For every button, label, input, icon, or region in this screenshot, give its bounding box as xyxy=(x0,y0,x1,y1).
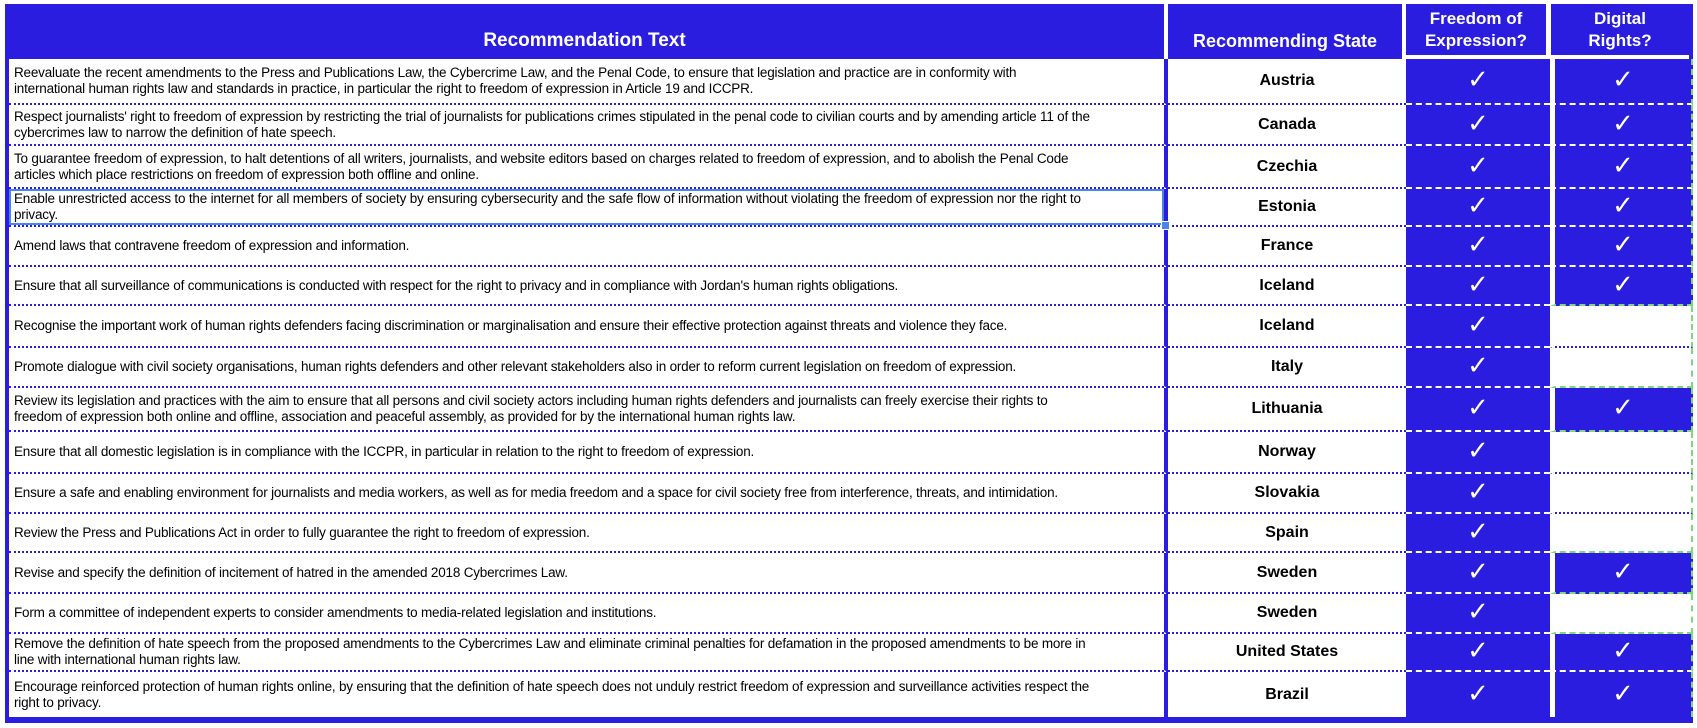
check-icon: ✓ xyxy=(1612,149,1634,180)
recommendation-text-cell[interactable]: Ensure that all surveillance of communications is conducted with respect for the right to privacy and in compliance with Jordan's human rights obligations. xyxy=(9,267,1168,306)
check-icon: ✓ xyxy=(1467,268,1489,299)
recommendation-text-cell[interactable]: To guarantee freedom of expression, to halt detentions of all writers, journalists, and website editors based on charges related to freedom of expression, and to abolish the Penal Code articles which place restrictions on freedom of expression both offline and online. xyxy=(9,146,1168,189)
recommendation-text-cell[interactable]: Recognise the important work of human rights defenders facing discrimination or marginalisation and ensure their effective protection against threats and violence they face. xyxy=(9,306,1168,348)
digital-rights-cell[interactable] xyxy=(1550,594,1693,634)
recommending-state-cell[interactable]: Slovakia xyxy=(1168,474,1406,514)
table-row xyxy=(5,514,1693,553)
freedom-of-expression-cell[interactable] xyxy=(1406,59,1550,105)
check-icon: ✓ xyxy=(1612,268,1634,299)
freedom-of-expression-cell[interactable] xyxy=(1406,514,1550,553)
digital-rights-cell[interactable] xyxy=(1550,348,1693,388)
table-body xyxy=(5,59,1693,717)
digital-rights-cell[interactable] xyxy=(1550,146,1693,189)
digital-rights-cell[interactable] xyxy=(1550,267,1693,306)
freedom-of-expression-cell[interactable] xyxy=(1406,227,1550,267)
freedom-of-expression-cell[interactable] xyxy=(1406,189,1550,227)
check-icon: ✓ xyxy=(1467,107,1489,138)
recommending-state-cell[interactable]: France xyxy=(1168,227,1406,267)
digital-rights-cell[interactable] xyxy=(1550,553,1693,594)
check-icon: ✓ xyxy=(1612,555,1634,586)
table-row xyxy=(5,553,1693,594)
table-row xyxy=(5,348,1693,388)
digital-rights-cell[interactable] xyxy=(1550,672,1693,717)
check-icon: ✓ xyxy=(1612,190,1634,220)
recommending-state-cell[interactable]: Italy xyxy=(1168,348,1406,388)
table-row xyxy=(5,594,1693,634)
check-icon: ✓ xyxy=(1612,64,1634,94)
table-row xyxy=(5,474,1693,514)
freedom-of-expression-cell[interactable] xyxy=(1406,432,1550,474)
column-header-recommending-state[interactable]: Recommending State xyxy=(1164,4,1402,59)
recommending-state-cell[interactable]: Iceland xyxy=(1168,267,1406,306)
recommendation-text-cell[interactable]: Respect journalists' right to freedom of expression by restricting the trial of journalists for publications crimes stipulated in the penal code to civilian courts and by amending article 11 of the cybercrimes law to narrow the definition of hate speech. xyxy=(9,105,1168,146)
check-icon: ✓ xyxy=(1612,677,1634,708)
recommendations-table xyxy=(5,4,1693,723)
freedom-of-expression-cell[interactable] xyxy=(1406,105,1550,146)
check-icon: ✓ xyxy=(1467,555,1489,586)
table-row xyxy=(5,227,1693,267)
table-bottom-border xyxy=(5,717,1693,723)
check-icon: ✓ xyxy=(1467,435,1489,465)
recommending-state-cell[interactable]: Iceland xyxy=(1168,306,1406,348)
freedom-of-expression-cell[interactable] xyxy=(1406,306,1550,348)
table-row xyxy=(5,432,1693,474)
recommendation-text-cell[interactable]: Ensure that all domestic legislation is in compliance with the ICCPR, in particular in relation to the right to freedom of expression. xyxy=(9,432,1168,474)
column-header-recommendation-text[interactable]: Recommendation Text xyxy=(5,4,1164,59)
freedom-of-expression-cell[interactable] xyxy=(1406,146,1550,189)
table-row xyxy=(5,388,1693,432)
check-icon: ✓ xyxy=(1467,149,1489,180)
check-icon: ✓ xyxy=(1612,392,1634,422)
recommending-state-cell[interactable]: Norway xyxy=(1168,432,1406,474)
digital-rights-cell[interactable] xyxy=(1550,514,1693,553)
table-row xyxy=(5,672,1693,717)
check-icon: ✓ xyxy=(1467,677,1489,708)
recommending-state-cell[interactable]: United States xyxy=(1168,634,1406,672)
table-row xyxy=(5,267,1693,306)
recommending-state-cell[interactable]: Canada xyxy=(1168,105,1406,146)
recommending-state-cell[interactable]: Spain xyxy=(1168,514,1406,553)
recommendation-text-cell[interactable]: Reevaluate the recent amendments to the Press and Publications Law, the Cybercrime Law, and the Penal Code, to ensure that legislation and practice are in conformity with international human rights law and standards in practice, in particular the right to freedom of expression in Article 19 and ICCPR. xyxy=(9,59,1168,105)
recommendation-text-cell[interactable]: Promote dialogue with civil society organisations, human rights defenders and other relevant stakeholders also in order to reform current legislation on freedom of expression. xyxy=(9,348,1168,388)
recommendation-text-cell[interactable]: Encourage reinforced protection of human rights online, by ensuring that the definition of hate speech does not unduly restrict freedom of expression and surveillance activities respect the right to privacy. xyxy=(9,672,1168,717)
recommendation-text-cell[interactable]: Revise and specify the definition of incitement of hatred in the amended 2018 Cybercrimes Law. xyxy=(9,553,1168,594)
recommending-state-cell[interactable]: Austria xyxy=(1168,59,1406,105)
table-row xyxy=(5,59,1693,105)
table-row xyxy=(5,634,1693,672)
recommendation-text-cell[interactable]: Remove the definition of hate speech from the proposed amendments to the Cybercrimes Law and eliminate criminal penalties for defamation in the proposed amendments to be more in line with international human rights law. xyxy=(9,634,1168,672)
table-row xyxy=(5,105,1693,146)
check-icon: ✓ xyxy=(1467,64,1489,94)
check-icon: ✓ xyxy=(1612,107,1634,138)
check-icon: ✓ xyxy=(1467,190,1489,220)
recommending-state-cell[interactable]: Brazil xyxy=(1265,685,1309,703)
check-icon: ✓ xyxy=(1467,392,1489,422)
column-header-digital-rights[interactable]: Digital Rights? xyxy=(1546,4,1689,59)
recommending-state-cell[interactable]: Sweden xyxy=(1168,594,1406,634)
digital-rights-cell[interactable] xyxy=(1550,432,1693,474)
freedom-of-expression-cell[interactable] xyxy=(1406,594,1550,634)
recommendation-text-cell[interactable]: Form a committee of independent experts to consider amendments to media-related legislation and institutions. xyxy=(9,594,1168,634)
digital-rights-cell[interactable] xyxy=(1550,189,1693,227)
digital-rights-cell[interactable] xyxy=(1550,59,1693,105)
table-row xyxy=(5,189,1693,227)
check-icon: ✓ xyxy=(1467,350,1489,380)
recommendation-text-cell[interactable]: Ensure a safe and enabling environment for journalists and media workers, as well as for media freedom and a space for civil society free from interference, threats, and intimidation. xyxy=(9,474,1168,514)
recommending-state-cell[interactable]: Estonia xyxy=(1168,189,1406,227)
digital-rights-cell[interactable] xyxy=(1550,634,1693,672)
check-icon: ✓ xyxy=(1467,229,1489,259)
recommending-state-cell[interactable]: Czechia xyxy=(1168,146,1406,189)
check-icon: ✓ xyxy=(1612,229,1634,259)
check-icon: ✓ xyxy=(1467,515,1489,546)
table-header-row xyxy=(5,4,1693,59)
freedom-of-expression-cell[interactable] xyxy=(1406,388,1550,432)
digital-rights-cell[interactable] xyxy=(1550,474,1693,514)
recommendation-text-cell[interactable]: Enable unrestricted access to the internet for all members of society by ensuring cybersecurity and the safe flow of information without violating the freedom of expression nor the right to privacy. xyxy=(9,189,1168,227)
check-icon: ✓ xyxy=(1467,309,1489,339)
recommending-state-cell[interactable]: Lithuania xyxy=(1168,388,1406,432)
recommending-state-cell[interactable]: Sweden xyxy=(1168,553,1406,594)
freedom-of-expression-cell[interactable] xyxy=(1406,474,1550,514)
check-icon: ✓ xyxy=(1612,635,1634,665)
check-icon: ✓ xyxy=(1467,596,1489,626)
freedom-of-expression-cell[interactable] xyxy=(1406,672,1550,717)
digital-rights-cell[interactable] xyxy=(1550,227,1693,267)
table-row xyxy=(5,306,1693,348)
recommendation-text-cell[interactable]: Review the Press and Publications Act in order to fully guarantee the right to freedom of expression. xyxy=(9,514,1168,553)
check-icon: ✓ xyxy=(1467,635,1489,665)
digital-rights-cell[interactable] xyxy=(1550,105,1693,146)
table-row xyxy=(5,146,1693,189)
freedom-of-expression-cell[interactable] xyxy=(1406,348,1550,388)
freedom-of-expression-cell[interactable] xyxy=(1406,634,1550,672)
digital-rights-cell[interactable] xyxy=(1550,306,1693,348)
column-header-freedom-of-expression[interactable]: Freedom of Expression? xyxy=(1402,4,1546,59)
freedom-of-expression-cell[interactable] xyxy=(1406,267,1550,306)
recommendation-text-cell[interactable]: Review its legislation and practices with the aim to ensure that all persons and civil society actors including human rights defenders and journalists can freely exercise their rights to freedom of expression both online and offline, association and peaceful assembly, as provided for by the international human rights law. xyxy=(9,388,1168,432)
selection-handle[interactable] xyxy=(1161,221,1170,230)
freedom-of-expression-cell[interactable] xyxy=(1406,553,1550,594)
recommendation-text-cell[interactable]: Amend laws that contravene freedom of expression and information. xyxy=(9,227,1168,267)
check-icon: ✓ xyxy=(1467,476,1489,506)
digital-rights-cell[interactable] xyxy=(1550,388,1693,432)
